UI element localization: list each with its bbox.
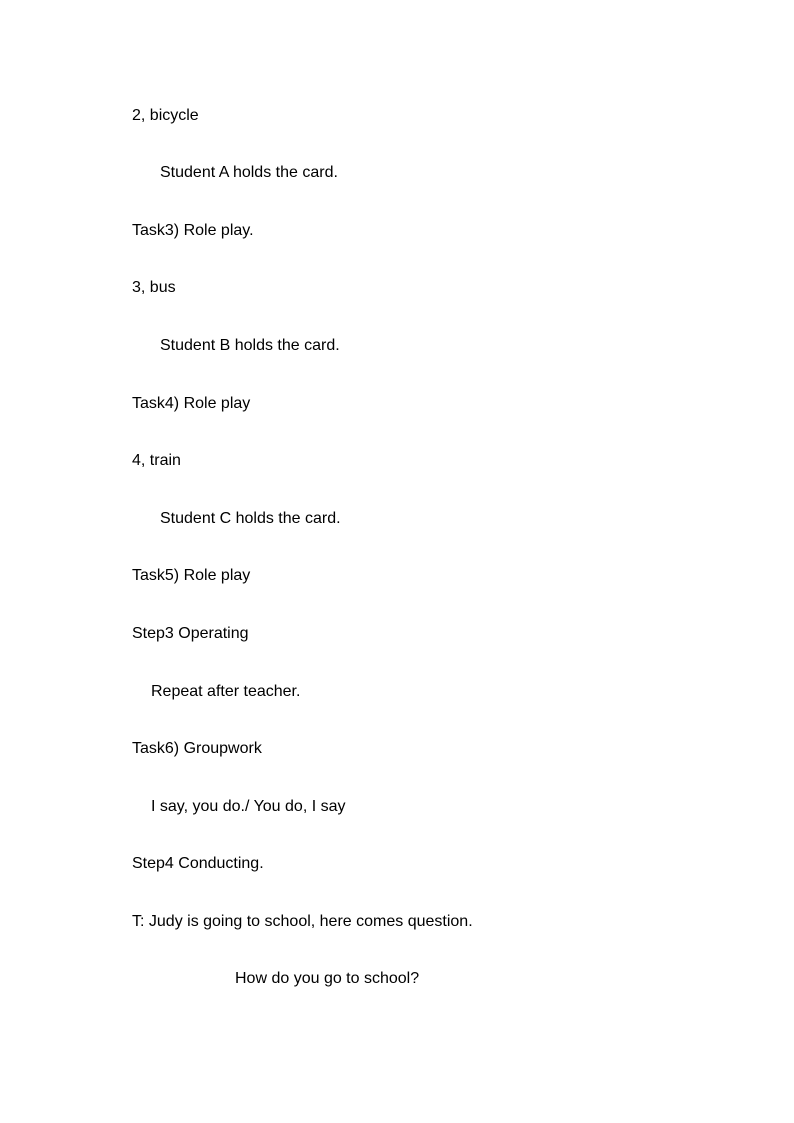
- text-line: Task6) Groupwork: [132, 740, 262, 757]
- text-line: Task5) Role play: [132, 567, 251, 584]
- text-line: How do you go to school?: [235, 970, 420, 987]
- text-line: 2, bicycle: [132, 107, 199, 124]
- text-line: 3, bus: [132, 279, 176, 296]
- text-line: Student A holds the card.: [160, 164, 338, 181]
- text-line: 4, train: [132, 452, 181, 469]
- text-line: T: Judy is going to school, here comes question.: [132, 913, 473, 930]
- text-line: Step3 Operating: [132, 625, 249, 642]
- text-line: Step4 Conducting.: [132, 855, 264, 872]
- text-line: Task4) Role play: [132, 395, 251, 412]
- text-line: Task3) Role play.: [132, 222, 254, 239]
- text-line: Repeat after teacher.: [151, 683, 301, 700]
- text-line: Student B holds the card.: [160, 337, 340, 354]
- text-line: Student C holds the card.: [160, 510, 341, 527]
- text-line: I say, you do./ You do, I say: [151, 798, 346, 815]
